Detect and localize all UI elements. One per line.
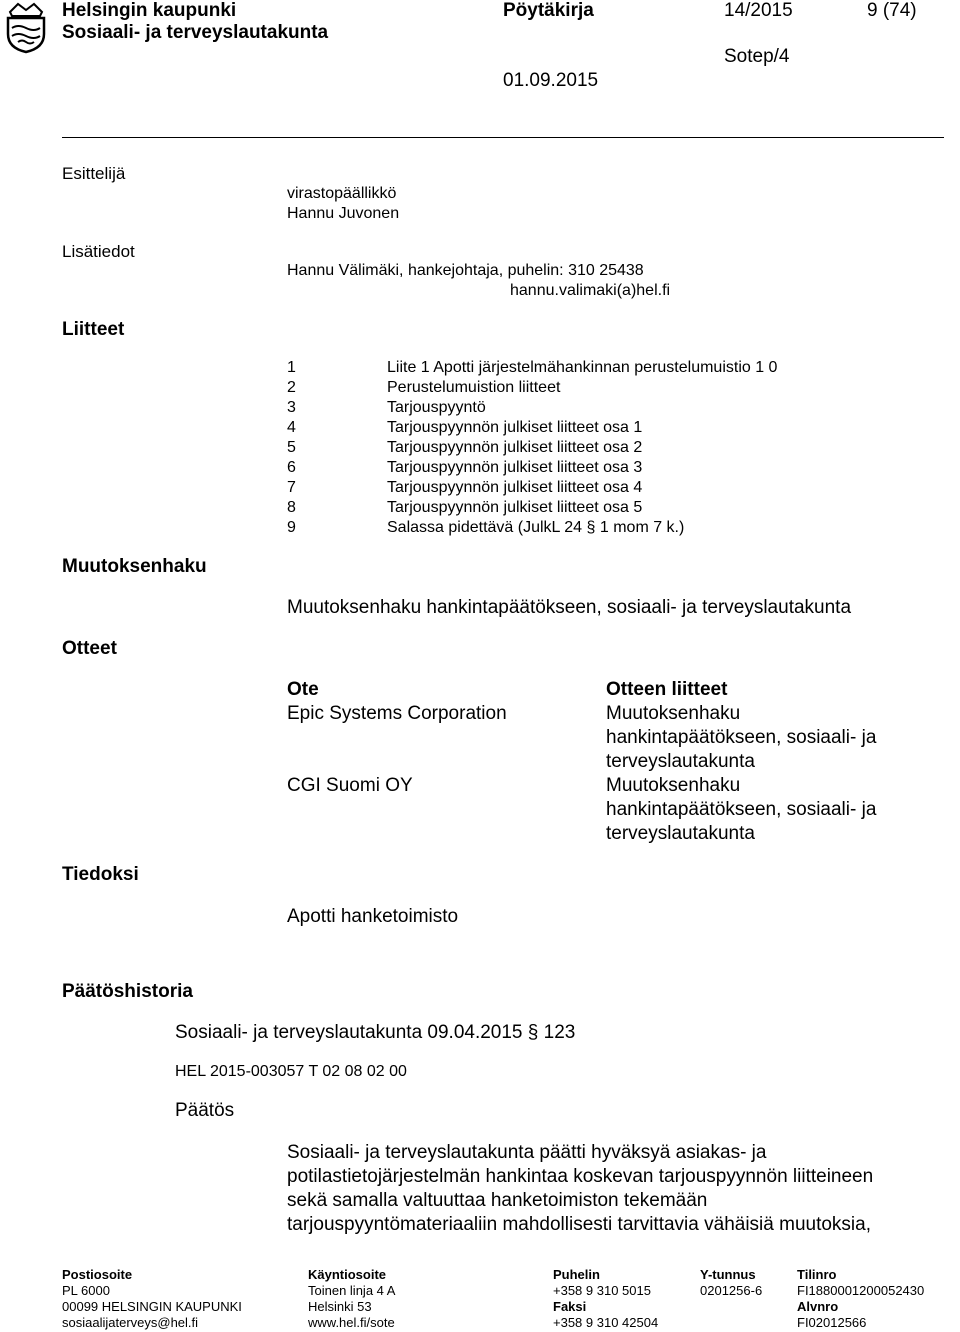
attachment-title: Liite 1 Apotti järjestelmähankinnan perustelumuistio 1 0 — [387, 359, 778, 376]
history-decision-text — [287, 1141, 873, 1237]
attachment-title: Tarjouspyynnön julkiset liitteet osa 1 — [387, 419, 643, 436]
list-item[interactable] — [287, 458, 642, 478]
attachment-title: Salassa pidettävä (JulkL 24 § 1 mom 7 k.) — [387, 519, 685, 536]
attachment-number: 3 — [287, 399, 296, 416]
label-more-info: Lisätiedot — [62, 242, 135, 261]
history-ref: HEL 2015-003057 T 02 08 02 00 — [175, 1063, 407, 1080]
presenter-name: Hannu Juvonen — [287, 205, 400, 222]
list-item[interactable] — [287, 418, 642, 438]
notify-recipient: Apotti hanketoimisto — [287, 906, 459, 927]
footer-fax: +358 9 310 42504 — [553, 1315, 659, 1330]
decision-line: Sosiaali- ja terveyslautakunta päätti hyväksyä asiakas- ja — [287, 1142, 767, 1163]
contact-line: Hannu Välimäki, hankejohtaja, puhelin: 310 25438 — [287, 262, 644, 279]
list-item[interactable] — [287, 498, 642, 518]
footer-postal-l2: 00099 HELSINGIN KAUPUNKI — [62, 1299, 242, 1314]
extract-attachment-line: terveyslautakunta — [606, 751, 755, 772]
extracts-attachments — [606, 678, 876, 846]
footer-fax-head: Faksi — [553, 1299, 587, 1314]
extract-attachment-line: hankintapäätökseen, sosiaali- ja — [606, 799, 877, 820]
label-presenter: Esittelijä — [62, 164, 126, 183]
label-appeal: Muutoksenhaku — [62, 556, 207, 577]
extracts-recipients — [287, 678, 507, 798]
footer-phone-head: Puhelin — [553, 1267, 600, 1282]
attachment-number: 6 — [287, 459, 296, 476]
meeting-date: 01.09.2015 — [503, 70, 599, 91]
footer-vat-head: Alvnro — [797, 1299, 839, 1314]
footer-phone: +358 9 310 5015 — [553, 1283, 651, 1298]
attachment-title: Tarjouspyyntö — [387, 399, 486, 416]
extract-attachment-line: Muutoksenhaku — [606, 775, 741, 796]
footer-visit-l1: Toinen linja 4 A — [308, 1283, 396, 1298]
section-code: Sotep/4 — [724, 46, 790, 67]
helsinki-crest-icon — [4, 2, 48, 54]
attachment-title: Tarjouspyynnön julkiset liitteet osa 2 — [387, 439, 643, 456]
attachment-title: Tarjouspyynnön julkiset liitteet osa 5 — [387, 499, 643, 516]
page-number: 9 (74) — [867, 0, 917, 21]
attachment-number: 9 — [287, 519, 296, 536]
attachment-title: Perustelumuistion liitteet — [387, 379, 561, 396]
extract-recipient: Epic Systems Corporation — [287, 703, 507, 724]
attachment-number: 4 — [287, 419, 296, 436]
footer-visit-l2: Helsinki 53 — [308, 1299, 372, 1314]
footer-businessid: 0201256-6 — [700, 1283, 763, 1298]
extract-recipient: CGI Suomi OY — [287, 775, 413, 796]
extract-attachment-line: hankintapäätökseen, sosiaali- ja — [606, 727, 877, 748]
footer-account-head: Tilinro — [797, 1267, 837, 1282]
attachment-number: 2 — [287, 379, 296, 396]
attachment-number: 1 — [287, 359, 296, 376]
presenter-title: virastopäällikkö — [287, 185, 397, 202]
list-item[interactable] — [287, 358, 777, 378]
decision-line: potilastietojärjestelmän hankintaa koskevan tarjouspyynnön liitteineen — [287, 1166, 874, 1187]
extracts-col2-header: Otteen liitteet — [606, 679, 728, 700]
footer-email[interactable]: sosiaalijaterveys@hel.fi — [62, 1315, 199, 1330]
attachment-number: 7 — [287, 479, 296, 496]
label-history: Päätöshistoria — [62, 981, 193, 1002]
footer-businessid-head: Y-tunnus — [700, 1267, 756, 1282]
footer-vat: FI02012566 — [797, 1315, 867, 1330]
history-decision-label: Päätös — [175, 1100, 235, 1121]
org-name: Helsingin kaupunki — [62, 0, 237, 21]
attachment-title: Tarjouspyynnön julkiset liitteet osa 3 — [387, 459, 643, 476]
appeal-text: Muutoksenhaku hankintapäätökseen, sosiaali- ja terveyslautakunta — [287, 597, 852, 618]
footer-account: FI1880001200052430 — [797, 1283, 925, 1298]
doc-type: Pöytäkirja — [503, 0, 594, 21]
footer-visit-head: Käyntiosoite — [308, 1267, 387, 1282]
decision-line: tarjouspyyntömateriaaliin mahdollisesti tarvittavia vähäisiä muutoksia, — [287, 1214, 871, 1235]
list-item[interactable] — [287, 438, 642, 458]
history-meeting: Sosiaali- ja terveyslautakunta 09.04.2015 § 123 — [175, 1022, 576, 1043]
list-item[interactable] — [287, 398, 486, 418]
list-item[interactable] — [287, 478, 642, 498]
extract-attachment-line: Muutoksenhaku — [606, 703, 741, 724]
label-notifications: Tiedoksi — [62, 864, 139, 885]
footer-postal-l1: PL 6000 — [62, 1283, 110, 1298]
extracts-col1-header: Ote — [287, 679, 319, 700]
doc-number: 14/2015 — [724, 0, 793, 21]
footer-postal-head: Postiosoite — [62, 1267, 133, 1282]
extract-attachment-line: terveyslautakunta — [606, 823, 755, 844]
attachment-title: Tarjouspyynnön julkiset liitteet osa 4 — [387, 479, 643, 496]
attachment-number: 5 — [287, 439, 296, 456]
decision-line: sekä samalla valtuuttaa hanketoimiston tekemään — [287, 1190, 708, 1211]
label-extracts: Otteet — [62, 638, 117, 659]
board-name: Sosiaali- ja terveyslautakunta — [62, 22, 329, 43]
attachment-number: 8 — [287, 499, 296, 516]
label-attachments: Liitteet — [62, 319, 125, 340]
contact-email[interactable]: hannu.valimaki(a)hel.fi — [510, 282, 671, 299]
list-item[interactable] — [287, 518, 684, 538]
footer-website[interactable]: www.hel.fi/sote — [308, 1315, 395, 1330]
header-divider — [62, 137, 944, 138]
list-item[interactable] — [287, 378, 560, 398]
